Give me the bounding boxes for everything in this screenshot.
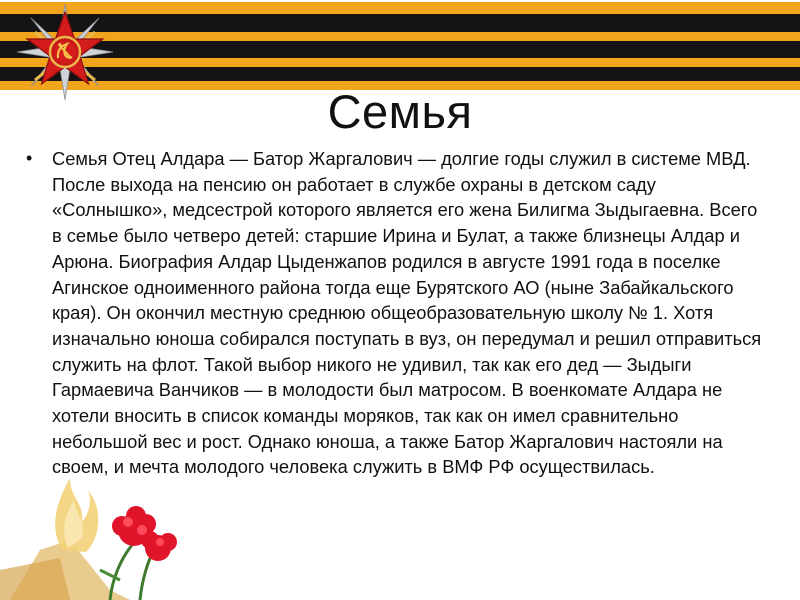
- st-george-ribbon: [0, 0, 800, 92]
- bullet-marker: •: [26, 148, 33, 168]
- slide-body: [26, 146, 762, 480]
- slide-title: Семья: [327, 85, 473, 138]
- body-text: Семья Отец Алдара — Батор Жаргалович — долгие годы служил в системе МВД. После выхода на пенсию он работает в службе охраны в детском саду «Солнышко», медсестрой которого является его жена Билигма Зыдыгаевна. Всего в семье было четверо детей: старшие Ирина и Булат, а также близнецы Алдар и Арюна. Биография Алдар Цыденжапов родился в августе 1991 года в поселке Агинское одноименного района тогда еще Бурятского АО (ныне Забайкальского края). Он окончил местную среднюю общеобразовательную школу № 1. Хотя изначально юноша собирался поступать в вуз, он передумал и решил отправиться служить на флот. Такой выбор никого не удивил, так как его дед — Зыдыги Гармаевича Ванчиков — в молодости был матросом. В военкомате Алдара не хотели вносить в список команды моряков, так как он имел сравнительно небольшой вес и рост. Однако юноша, а также Батор Жаргалович настояли на своем, и мечта молодого человека служить в ВМФ РФ осуществилась.: [52, 148, 762, 478]
